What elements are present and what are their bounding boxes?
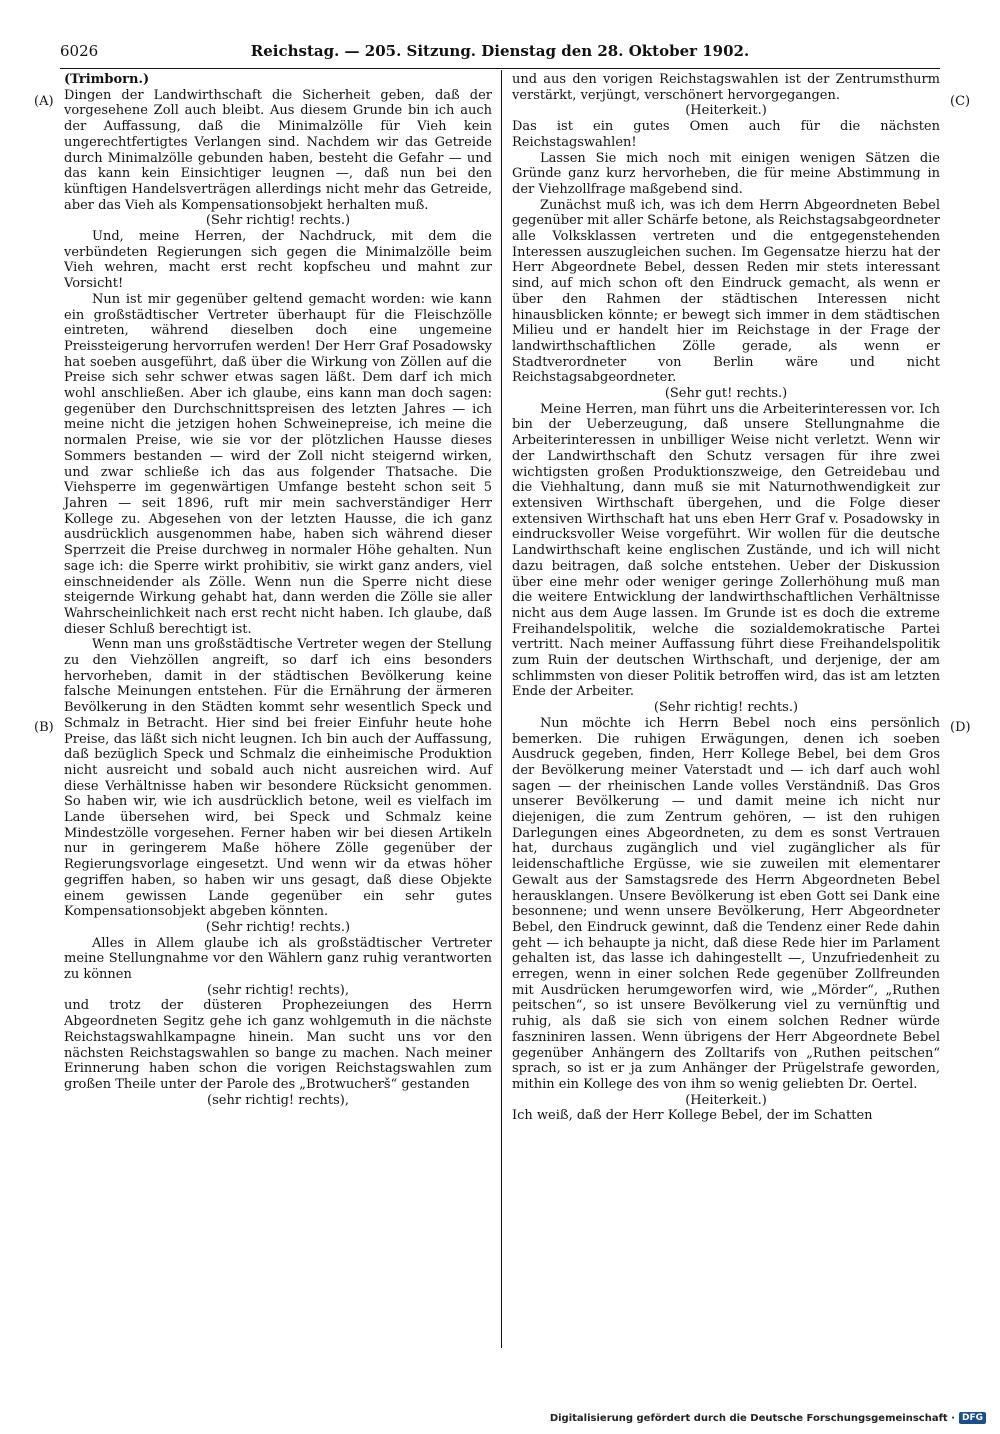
paragraph: und trotz der düsteren Prophezeiungen des Herrn Abgeordneten Segitz gehe ich ganz wohlgemuth in die nächste Reichstagswahlkampagne hinein. Man sucht uns vor den nächsten Reichstagswahlen so bange zu machen. Nach meiner Erinnerung haben schon die vorigen Reichstagswahlen zum großen Theile unter der Parole des „Brotwucherš“ gestanden — [64, 998, 492, 1092]
paragraph: Nun möchte ich Herrn Bebel noch eins persönlich bemerken. Die ruhigen Erwägungen, denen ich soeben Ausdruck gegeben, finden, Herr Kollege Bebel, bei dem Gros der Bevölkerung meiner Vaterstadt und — ich darf auch wohl sagen — der rheinischen Lande volles Verständniß. Das Gros unserer Bevölkerung — und damit meine ich nicht nur diejenigen, die zum Zentrum gehören, — ist den ruhigen Darlegungen eines Abgeordneten, zu dem es sonst Vertrauen hat, durchaus zugänglich und viel zugänglicher als für leidenschaftliche Ergüsse, wie sie zuweilen mit elementarer Gewalt aus der Samstagsrede des Herrn Abgeordneten Bebel herausklangen. Unsere Bevölkerung ist eben Gott sei Dank eine besonnene; und wenn unsere Bevölkerung, Herr Abgeordneter Bebel, den Eindruck gewinnt, daß die Tendenz einer Rede dahin geht — ich behaupte ja nicht, daß diese Rede hier im Parlament gehalten ist, das lasse ich dahingestellt —, Unzufriedenheit zu erregen, wenn in einer solchen Rede gegenüber Zollfreunden mit Ausdrücken herumgeworfen wird, wie „Mörder“, „Ruthen peitschen“, so ist unsere Bevölkerung viel zu vernünftig und ruhig, als daß sie sich von einem solchen Redner würde faszniniren lassen. Wenn übrigens der Herr Abgeordnete Bebel gegenüber Anhängern des Zolltarifs von „Ruthen peitschen“ sprach, so ist er ja zum Anhänger der Prügelstrafe geworden, mithin ein Kollege des von ihm so wenig geliebten Dr. Oertel. — [512, 715, 940, 1092]
left-column — [64, 72, 492, 1108]
paragraph: Ich weiß, daß der Herr Kollege Bebel, der im Schatten — [512, 1108, 873, 1124]
paragraph: Wenn man uns großstädtische Vertreter wegen der Stellung zu den Viehzöllen angreift, so darf ich eins besonders hervorheben, damit in der städtischen Bevölkerung keine falsche Meinungen entstehen. Für die Ernährung der ärmeren Bevölkerung in den Städten kommt sehr wesentlich Speck und Schmalz in Betracht. Hier sind bei freier Einfuhr heute hohe Preise, das läßt sich nicht leugnen. Ich bin auch der Auffassung, daß bezüglich Speck und Schmalz die einheimische Produktion nicht ausreicht und sobald auch nicht ausreichen wird. Auf diese Verhältnisse haben wir besondere Rücksicht genommen. So haben wir, wie ich ausdrücklich betone, weil es vielfach im Lande übersehen wird, bei Speck und Schmalz keine Mindestzölle vorgesehen. Ferner haben wir bei diesen Artikeln nur in geringerem Maße höhere Zölle gegenüber der Regierungsvorlage eingesetzt. Und wenn wir da etwas höher gegriffen haben, so haben wir uns gesagt, daß diese Objekte einem gewissen Lande gegenüber ein sehr gutes Kompensationsobjekt abgeben könnten. — [64, 637, 492, 920]
interjection: (sehr richtig! rechts), — [207, 1092, 349, 1108]
footer-text: Digitalisierung gefördert durch die Deutsche Forschungsgemeinschaft · — [549, 1412, 955, 1424]
paragraph: Und, meine Herren, der Nachdruck, mit dem die verbündeten Regierungen sich gegen die Minimalzölle beim Vieh wehren, macht erst recht kopfscheu und mahnt zur Vorsicht! — [64, 229, 492, 292]
paragraph: und aus den vorigen Reichstagswahlen ist der Zentrumsthurm verstärkt, verjüngt, verschönert hervorgegangen. — [512, 72, 940, 103]
dfg-logo-icon: DFG — [959, 1412, 986, 1424]
interjection: (Sehr richtig! rechts.) — [205, 919, 351, 935]
interjection: (Heiterkeit.) — [685, 103, 767, 119]
page-header — [60, 42, 940, 68]
interjection: (Heiterkeit.) — [685, 1092, 767, 1108]
page-number: 6026 — [60, 42, 99, 60]
paragraph: Dingen der Landwirthschaft die Sicherheit geben, daß der vorgesehene Zoll auch bleibt. Aus diesem Grunde bin ich auch der Auffassung, daß die Minimalzölle für Vieh kein ungerechtfertigtes Verlangen sind. Nachdem wir das Getreide durch Minimalzölle gebunden haben, besteht die Gefahr — und das kann kein Einsichtiger leugnen —, daß nun bei den künftigen Handelsverträgen allerdings nicht mehr das Getreide, aber das Vieh als Kompensationsobjekt herhalten muß. — [64, 87, 492, 213]
paragraph: Alles in Allem glaube ich als großstädtischer Vertreter meine Stellungnahme vor den Wählern ganz ruhig verantworten zu können — [64, 935, 492, 983]
margin-marker-a: (A) — [34, 94, 54, 109]
paragraph: Nun ist mir gegenüber geltend gemacht worden: wie kann ein großstädtischer Vertreter überhaupt für die Fleischzölle eintreten, während dieselben doch eine ungemeine Preissteigerung hervorrufen werden! Der Herr Graf Posadowsky hat soeben ausgeführt, daß über die Wirkung von Zöllen auf die Preise sich sehr schwer etwas sagen läßt. Dem darf ich mich wohl anschließen. Aber ich glaube, eins kann man doch sagen: gegenüber den Durchschnittspreisen des letzten Jahres — ich meine nicht die jetzigen hohen Schweinepreise, ich meine die normalen Preise, wie sie vor der plötzlichen Hausse dieses Sommers bestanden — wird der Zoll nicht steigernd wirken, und zwar schließe ich das aus folgender Thatsache. Die Viehsperre im gegenwärtigen Umfange besteht schon seit 5 Jahren — seit 1896, ruft mir mein sachverständiger Herr Kollege zu. Abgesehen von der letzten Hausse, die ich ganz ausdrücklich ausgenommen habe, haben sich während dieser Sperrzeit die Preise durchweg in normaler Höhe gehalten. Nun sage ich: die Sperre wirkt prohibitiv, sie wirkt ganz anders, viel einschneidender als Zölle. Wenn nun die Sperre nicht diese steigernde Wirkung gehabt hat, dann werden die Zölle sie aller Wahrscheinlichkeit nach erst recht nicht haben. Ich glaube, daß dieser Schluß berechtigt ist. — [64, 291, 492, 637]
margin-marker-c: (C) — [950, 94, 971, 109]
paragraph: Zunächst muß ich, was ich dem Herrn Abgeordneten Bebel gegenüber mit aller Schärfe betone, als Reichstagsabgeordneter alle Volksklassen vertreten und die entgegenstehenden Interessen auszugleichen suchen. Im Gegensatze hierzu hat der Herr Abgeordnete Bebel, dessen Reden mir stets interessant sind, auf mich schon oft den Eindruck gemacht, als wenn er über den Rahmen der städtischen Interessen nicht hinausblicken könnte; er bewegt sich immer in dem städtischen Milieu und er handelt hier im Reichstage in der Frage der landwirthschaftlichen Zölle gerade, als wenn er Stadtverordneter von Berlin wäre und nicht Reichstagsabgeordneter. — [512, 197, 940, 386]
interjection: (sehr richtig! rechts), — [207, 982, 349, 998]
right-column — [512, 72, 940, 1124]
paragraph: Das ist ein gutes Omen auch für die nächsten Reichstagswahlen! — [512, 119, 940, 150]
digitization-footer — [550, 1412, 986, 1424]
margin-marker-b: (B) — [34, 720, 54, 735]
interjection: (Sehr richtig! rechts.) — [205, 213, 351, 229]
column-divider — [501, 70, 502, 1348]
interjection: (Sehr gut! rechts.) — [664, 386, 788, 402]
paragraph: Meine Herren, man führt uns die Arbeiterinteressen vor. Ich bin der Ueberzeugung, daß unsere Stellungnahme die Arbeiterinteressen in unbilliger Weise nicht verletzt. Wenn wir der Landwirthschaft den Schutz versagen für ihre zwei wichtigsten großen Produktionszweige, den Getreidebau und die Viehhaltung, dann muß sie mit Naturnothwendigkeit zur extensiven Wirthschaft übergehen, und die Folge dieser extensiven Wirthschaft hat uns eben Herr Graf v. Posadowsky in eindrucksvoller Weise vorgeführt. Wir wollen für die deutsche Landwirthschaft keine englischen Zustände, und ich will nicht dazu beitragen, daß solche entstehen. Ueber der Diskussion über eine mehr oder weniger geringe Zollerhöhung muß man die weitere Entwicklung der landwirthschaftlichen Verhältnisse nicht aus dem Auge lassen. Im Grunde ist es doch die extreme Freihandelspolitik, welche die sozialdemokratische Partei vertritt. Nach meiner Auffassung führt diese Freihandelspolitik zum Ruin der deutschen Wirthschaft, und derjenige, der am schlimmsten von dieser Politik betroffen wird, das ist am letzten Ende der Arbeiter. — [512, 401, 940, 700]
interjection: (Sehr richtig! rechts.) — [653, 700, 799, 716]
header-rule — [60, 68, 940, 69]
paragraph: Lassen Sie mich noch mit einigen wenigen Sätzen die Gründe ganz kurz hervorheben, die für meine Abstimmung in der Viehzollfrage maßgebend sind. — [512, 150, 940, 197]
speaker-label: (Trimborn.) — [64, 72, 150, 87]
running-title: Reichstag. — 205. Sitzung. Dienstag den 28. Oktober 1902. — [250, 42, 750, 60]
margin-marker-d: (D) — [950, 720, 971, 735]
